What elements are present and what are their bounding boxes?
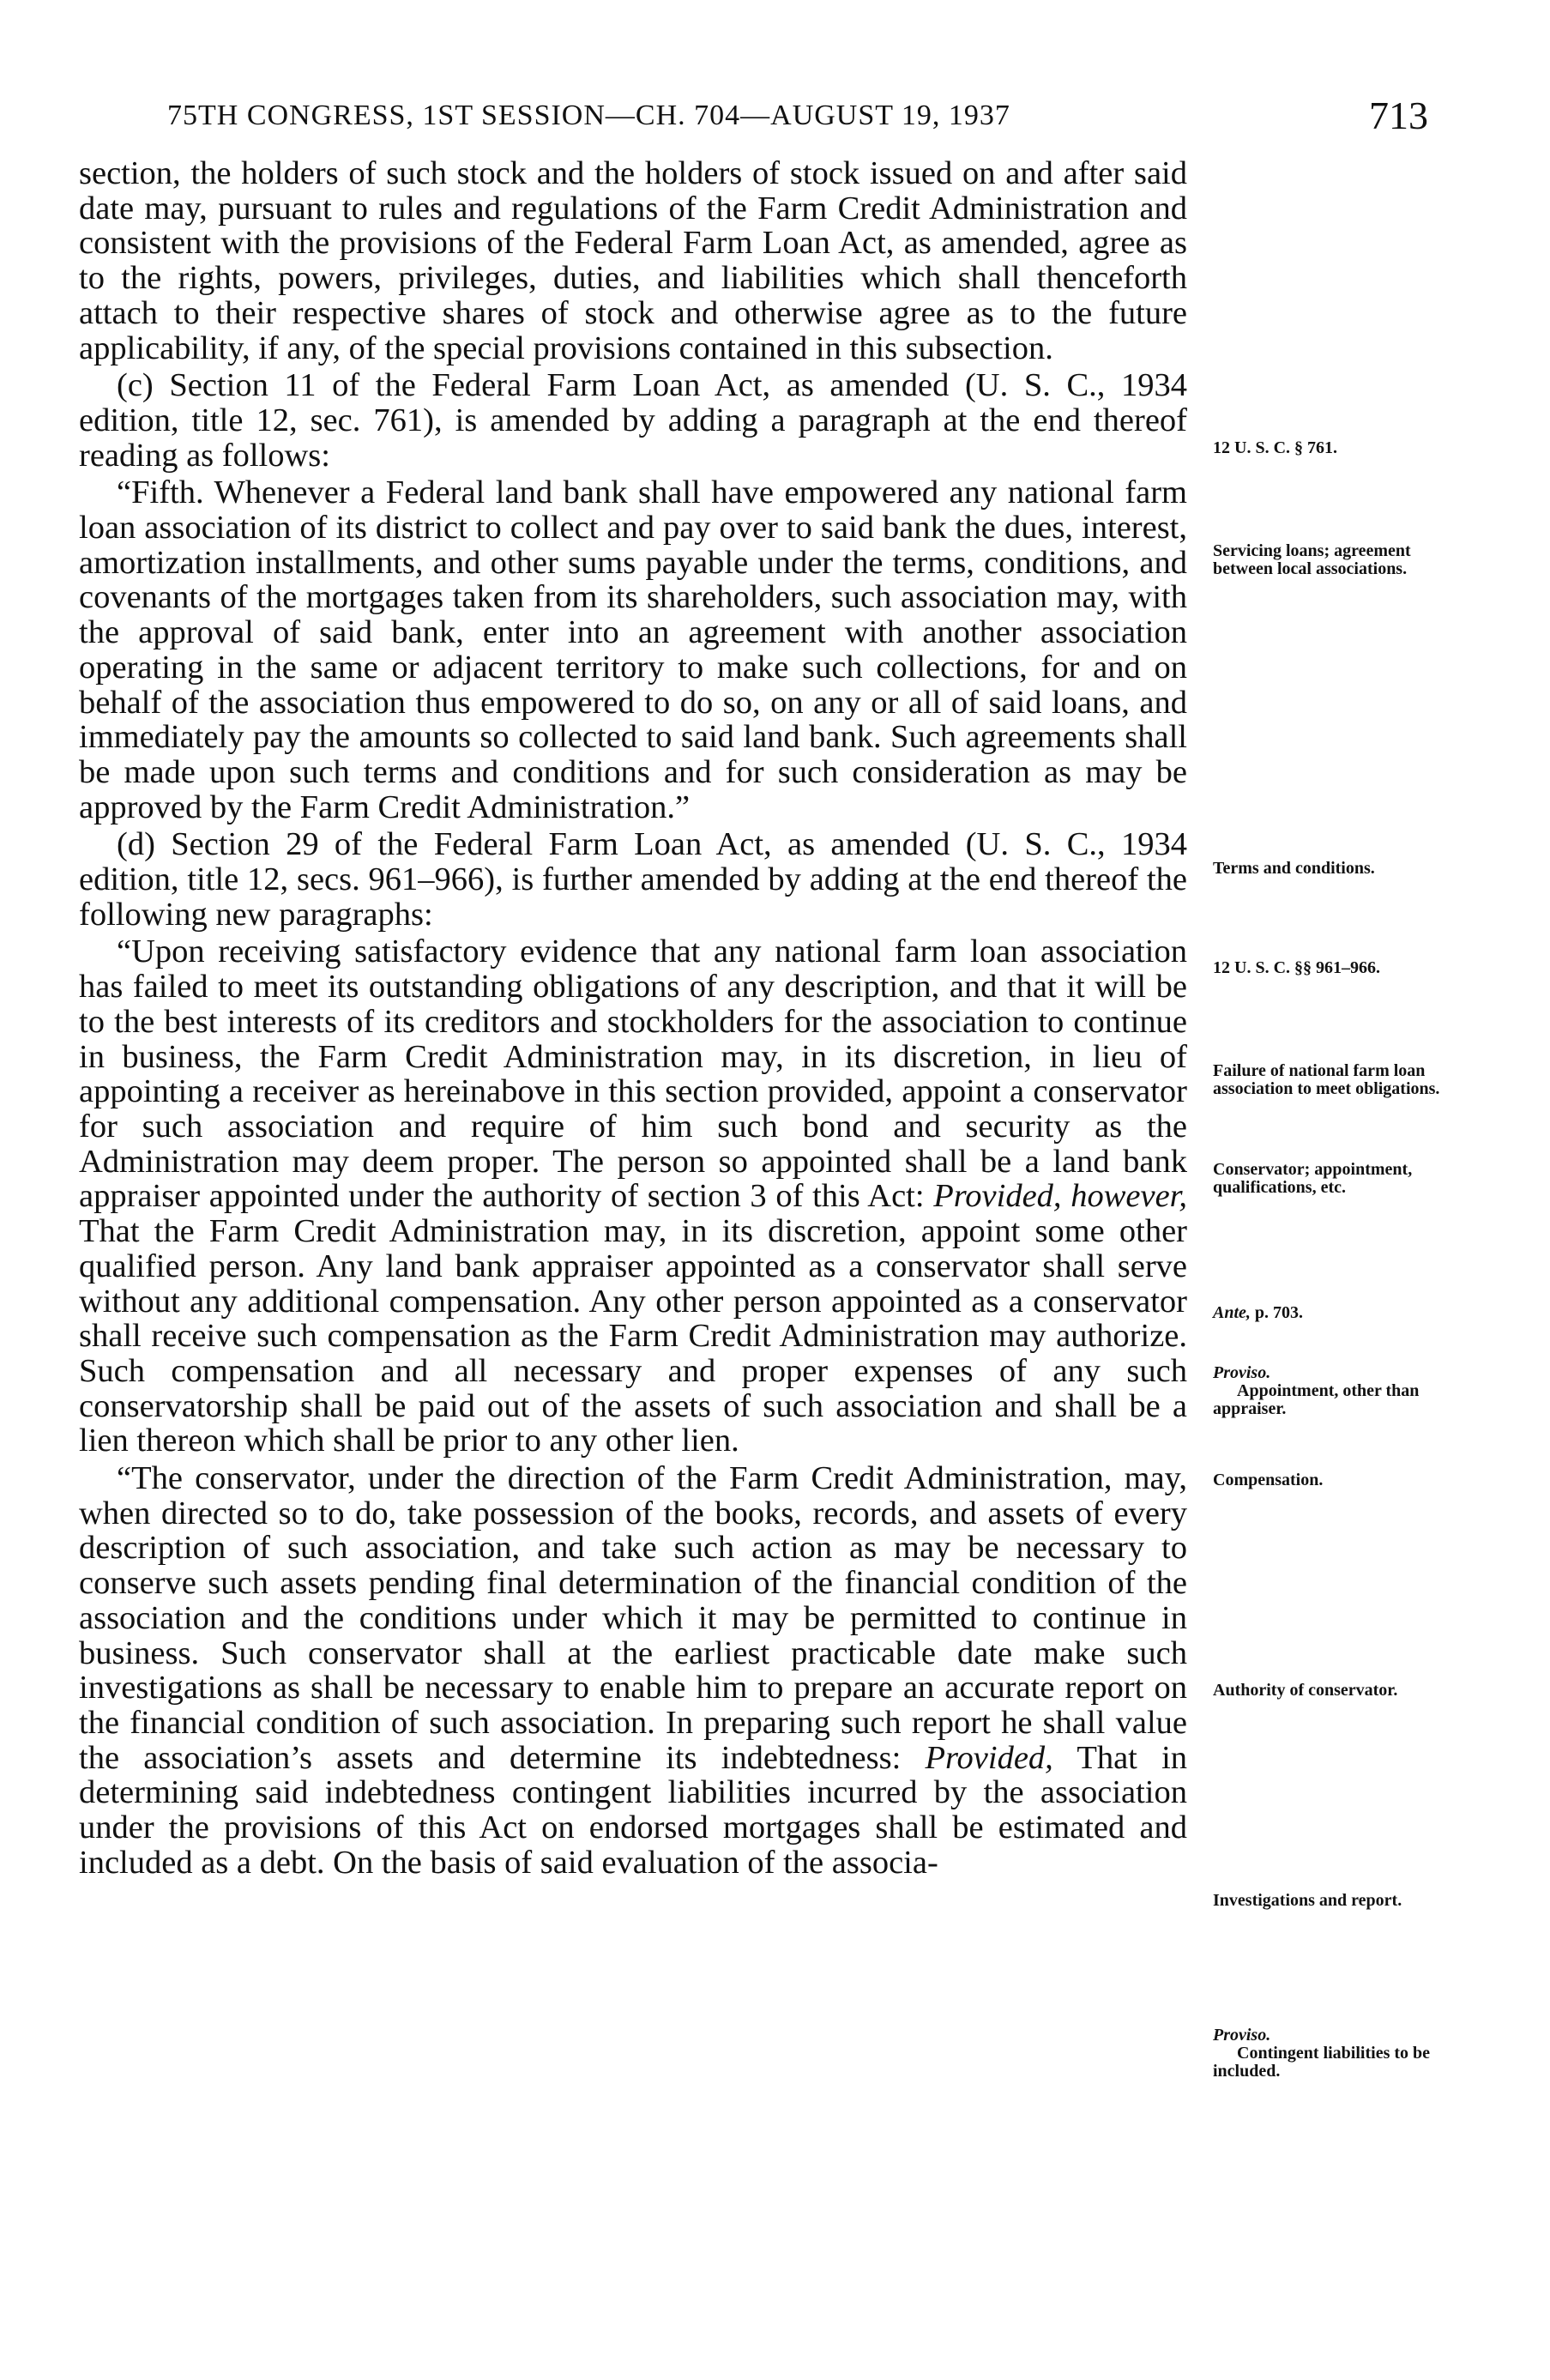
margin-note-ante (1213, 1304, 1462, 1322)
paragraph-conservator-appointment (79, 934, 1187, 1459)
paragraph-text: That in determining said indebtedness contingent liabilities incurred by the association under the provisions of this Act on endorsed mortgages shall be estimated and included as a debt. On the basis of said evaluation of the associa- (79, 1739, 1188, 1881)
paragraph-subsection-c: (c) Section 11 of the Federal Farm Loan Act, as amended (U. S. C., 1934 edition, title 12, sec. 761), is amended by adding a paragraph at the end thereof reading as follows: (79, 367, 1187, 474)
margin-note-servicing-loans: Servicing loans; agreement between local associations. (1213, 541, 1411, 578)
page-number: 713 (1369, 94, 1428, 137)
proviso-phrase: Provided, (925, 1739, 1053, 1776)
paragraph-fifth: “Fifth. Whenever a Federal land bank shall have empowered any national farm loan association of its district to collect and pay over to said bank the dues, interest, amortization installments, and other sums payable under the terms, conditions, and covenants of the mortgages taken from its shareholders, such association may, with the approval of said bank, enter into an agreement with another association operating in the same or adjacent territory to make such collections, for and on behalf of the association thus empowered to do so, on any or all of said loans, and immediately pay the amounts so collected to said land bank. Such agreements shall be made upon such terms and conditions and for such consideration as may be approved by the Farm Credit Administration.” (79, 474, 1187, 825)
proviso-phrase: Provided, however, (933, 1178, 1187, 1215)
margin-note-investigations: Investigations and report. (1213, 1891, 1402, 1910)
margin-note-citation-961: 12 U. S. C. §§ 961–966. (1213, 958, 1381, 977)
margin-note-citation-761: 12 U. S. C. § 761. (1213, 438, 1338, 457)
margin-note-proviso-label: Proviso. (1213, 2026, 1271, 2045)
paragraph-text: “The conservator, under the direction of the Farm Credit Administration, may, when directed so to do, take possession of the books, records, and assets of every description of such association, and take such action as may be necessary to conserve such assets pending final determination of the financial condition of the association and the conditions under which it may be permitted to continue in business. Such conservator shall at the earliest practicable date make such investigations as shall be necessary to enable him to prepare an accurate report on the financial condition of such association. In preparing such report he shall value the association’s assets and determine its indebtedness: (79, 1460, 1187, 1776)
paragraph-subsection-d: (d) Section 29 of the Federal Farm Loan Act, as amended (U. S. C., 1934 edition, title 12, secs. 961–966), is further amended by adding at the end thereof the following new paragraphs: (79, 826, 1187, 933)
paragraph-text: “Upon receiving satisfactory evidence that any national farm loan association has failed to meet its outstanding obligations of any description, and that it will be to the best interests of its creditors and stockholders for the association to continue in business, the Farm Credit Administration may, in its discretion, in lieu of appointing a receiver as hereinabove in this section provided, appoint a conservator for such association and require of him such bond and security as the Administration may deem proper. The person so appointed shall be a land bank appraiser appointed under the authority of section 3 of this Act: (79, 933, 1187, 1215)
margin-note-compensation: Compensation. (1213, 1471, 1324, 1489)
margin-note-proviso-contingent (1213, 2027, 1462, 2081)
margin-note-proviso-appointment (1213, 1364, 1462, 1418)
body-text (79, 156, 1187, 1880)
margin-note-failure: Failure of national farm loan association to meet obligations. (1213, 1061, 1440, 1098)
margin-notes (1213, 0, 1470, 2380)
margin-note-authority: Authority of conservator. (1213, 1681, 1398, 1700)
margin-note-conservator: Conservator; appointment, qualifications, etc. (1213, 1160, 1413, 1197)
margin-note-proviso-label: Proviso. (1213, 1363, 1271, 1382)
running-head: 75TH CONGRESS, 1ST SESSION—CH. 704—AUGUST 19, 1937 (167, 100, 1010, 131)
paragraph-conservator-authority (79, 1461, 1187, 1880)
margin-note-proviso-text: Contingent liabilities to be included. (1213, 2044, 1431, 2081)
paragraph-text: That the Farm Credit Administration may, in its discretion, appoint some other qualified person. Any land bank appraiser appointed as a conservator shall serve without any additional compensation. Any other person appointed as a conservator shall receive such compensation as the Farm Credit Administration may authorize. Such compensation and all necessary and proper expenses of any such conservatorship shall be paid out of the assets of such association and shall be a lien thereon which shall be prior to any other lien. (79, 1213, 1187, 1459)
margin-note-ante-text: p. 703. (1254, 1303, 1304, 1322)
margin-note-ante-italic: Ante, (1213, 1303, 1251, 1322)
margin-note-terms-conditions: Terms and conditions. (1213, 859, 1375, 878)
paragraph-continuation: section, the holders of such stock and the holders of stock issued on and after said date may, pursuant to rules and regulations of the Farm Credit Administration and consistent with the provisions of the Federal Farm Loan Act, as amended, agree as to the rights, powers, privileges, duties, and liabilities which shall thenceforth attach to their respective shares of stock and otherwise agree as to the future applicability, if any, of the special provisions contained in this subsection. (79, 155, 1187, 366)
margin-note-proviso-text: Appointment, other than appraiser. (1213, 1381, 1420, 1418)
